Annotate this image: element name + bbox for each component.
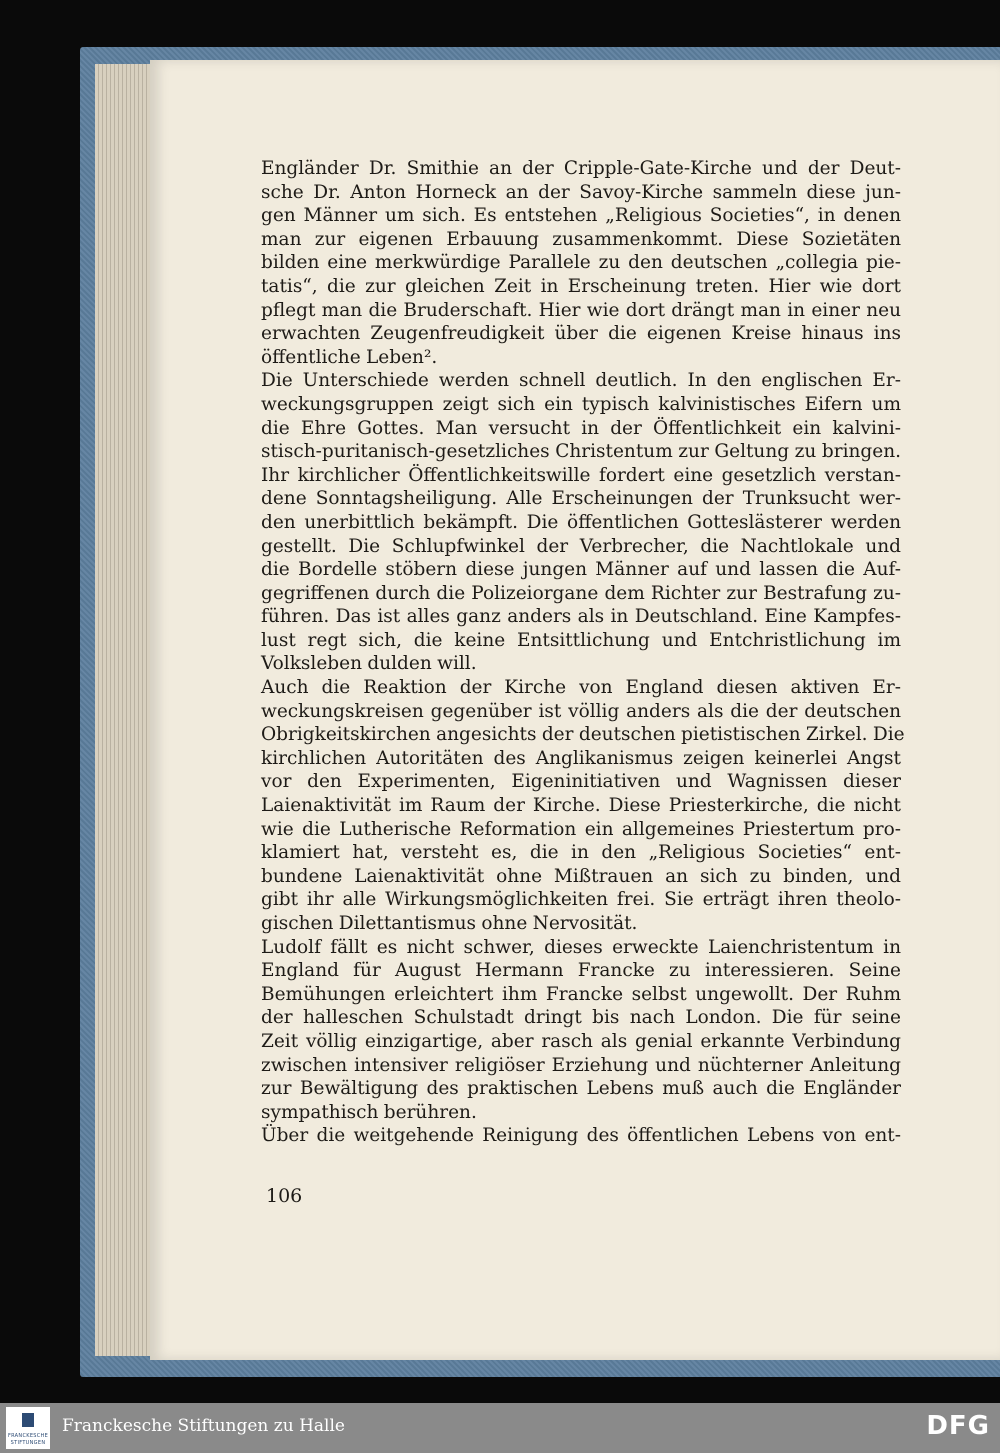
text-line: England für August Hermann Francke zu interessieren. Seine — [261, 960, 901, 982]
text-line: stisch-puritanisch-gesetzliches Christentum zur Geltung zu bringen. — [261, 441, 901, 463]
text-line: Die Unterschiede werden schnell deutlich. In den englischen Er- — [261, 370, 901, 392]
text-line: gen Männer um sich. Es entstehen „Religious Societies“, in denen — [261, 205, 901, 227]
text-line: den unerbittlich bekämpft. Die öffentlichen Gotteslästerer werden — [261, 511, 901, 533]
text-line: Über die weitgehende Reinigung des öffentlichen Lebens von ent- — [261, 1125, 901, 1147]
text-line: führen. Das ist alles ganz anders als in Deutschland. Eine Kampfes- — [261, 606, 901, 628]
text-line: klamiert hat, versteht es, die in den „Religious Societies“ ent- — [261, 842, 901, 864]
text-line: Ihr kirchlicher Öffentlichkeitswille fordert eine gesetzlich verstan- — [261, 464, 901, 486]
text-line: pflegt man die Bruderschaft. Hier wie dort drängt man in einer neu — [261, 299, 901, 321]
text-line: gischen Dilettantismus ohne Nervosität. — [261, 913, 638, 934]
page-edges — [95, 64, 155, 1356]
text-line: wie die Lutherische Reformation ein allgemeines Priestertum pro- — [261, 818, 901, 840]
text-line: gegriffenen durch die Polizeiorgane dem Richter zur Bestrafung zu- — [261, 582, 901, 604]
text-line: zur Bewältigung des praktischen Lebens muß auch die Engländer — [261, 1078, 901, 1100]
text-line: dene Sonntagsheiligung. Alle Erscheinungen der Trunksucht wer- — [261, 488, 901, 510]
logo-text-line1: FRANCKESCHE — [7, 1433, 49, 1439]
text-line: bilden eine merkwürdige Parallele zu den deutschen „collegia pie- — [261, 252, 901, 274]
text-line: die Ehre Gottes. Man versucht in der Öffentlichkeit ein kalvini- — [261, 417, 901, 439]
text-line: Zeit völlig einzigartige, aber rasch als genial erkannte Verbindung — [261, 1030, 901, 1052]
text-line: zwischen intensiver religiöser Erziehung und nüchterner Anleitung — [261, 1054, 901, 1076]
text-line: Laienaktivität im Raum der Kirche. Diese Priesterkirche, die nicht — [261, 795, 901, 817]
text-line: Auch die Reaktion der Kirche von England diesen aktiven Er- — [261, 677, 901, 699]
text-line: erwachten Zeugenfreudigkeit über die eigenen Kreise hinaus ins — [261, 323, 901, 345]
page-number: 106 — [266, 1185, 303, 1207]
franckesche-stiftungen-logo[interactable] — [6, 1407, 50, 1449]
footer-bar — [0, 1403, 1000, 1453]
text-line: weckungskreisen gegenüber ist völlig anders als die der deutschen — [261, 700, 901, 722]
text-line: gibt ihr alle Wirkungsmöglichkeiten frei. Sie erträgt ihren theolo- — [261, 889, 901, 911]
text-line: weckungsgruppen zeigt sich ein typisch kalvinistisches Eifern um — [261, 393, 901, 415]
book-page — [150, 60, 1000, 1360]
text-line: sympathisch berühren. — [261, 1101, 477, 1123]
body-text — [261, 157, 905, 1148]
text-line: bundene Laienaktivität ohne Mißtrauen an sich zu binden, und — [261, 865, 901, 887]
text-line: die Bordelle stöbern diese jungen Männer auf und lassen die Auf- — [261, 559, 901, 581]
text-line: gestellt. Die Schlupfwinkel der Verbrecher, die Nachtlokale und — [261, 535, 901, 557]
text-line: Ludolf fällt es nicht schwer, dieses erweckte Laienchristentum in — [261, 936, 901, 958]
text-line: Engländer Dr. Smithie an der Cripple-Gate-Kirche und der Deut- — [261, 158, 901, 179]
logo-text-line2: STIFTUNGEN — [10, 1440, 46, 1446]
text-line: man zur eigenen Erbauung zusammenkommt. Diese Sozietäten — [261, 228, 901, 250]
dfg-logo[interactable]: DFG — [926, 1411, 990, 1441]
text-line: tatis“, die zur gleichen Zeit in Erscheinung treten. Hier wie dort — [261, 275, 901, 297]
text-line: vor den Experimenten, Eigeninitiativen und Wagnissen dieser — [261, 771, 901, 793]
text-line: kirchlichen Autoritäten des Anglikanismus zeigen keinerlei Angst — [261, 747, 901, 769]
text-line: sche Dr. Anton Horneck an der Savoy-Kirche sammeln diese jun- — [261, 181, 901, 203]
text-line: öffentliche Leben². — [261, 346, 438, 368]
footer-title[interactable]: Franckesche Stiftungen zu Halle — [62, 1416, 345, 1436]
text-line: Volksleben dulden will. — [261, 653, 477, 675]
text-line: lust regt sich, die keine Entsittlichung und Entchristlichung im — [261, 629, 901, 651]
text-line: Obrigkeitskirchen angesichts der deutschen pietistischen Zirkel. Die — [261, 724, 905, 746]
building-icon — [22, 1413, 34, 1427]
text-line: Bemühungen erleichtert ihm Francke selbst ungewollt. Der Ruhm — [261, 983, 901, 1005]
text-line: der halleschen Schulstadt dringt bis nach London. Die für seine — [261, 1007, 901, 1029]
